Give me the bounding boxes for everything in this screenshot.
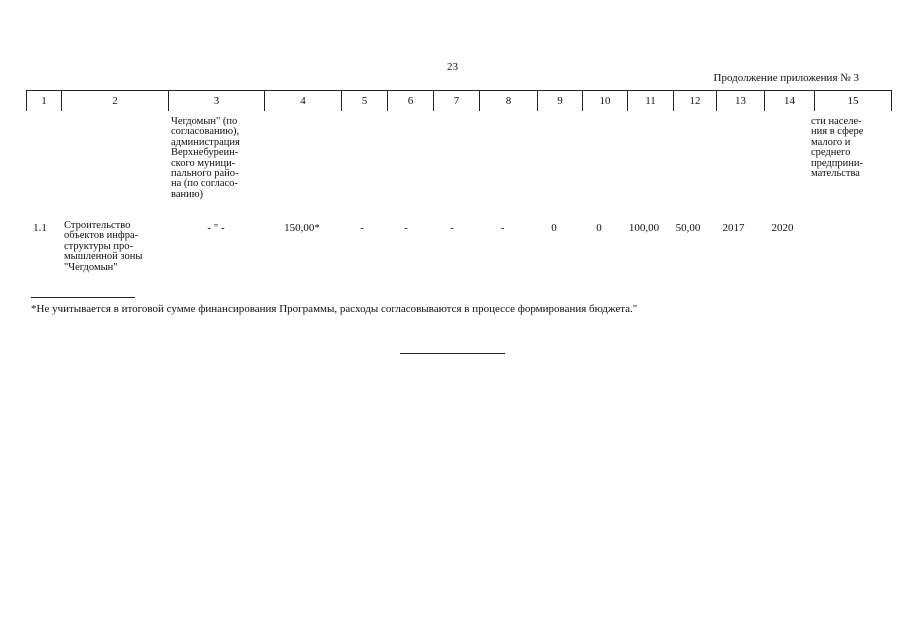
carryover-col15-text: сти населе- ния в сфере малого и среднего предприни- мательства [811,116,864,180]
row-col3-value: - " - [207,222,225,234]
row-name: Строительство объектов инфра- структуры про- мышленной зоны "Чегдомын" [64,220,143,273]
col-header-8: 8 [480,91,538,112]
col-header-15: 15 [815,91,892,112]
row-col13-value: 2017 [722,222,745,234]
carryover-col3-text: Чегдомын" (по согласованию), администрация Верхнебуреин- ского муници- пального райо- на (по согласо- ванию) [171,116,240,200]
col-header-2: 2 [62,91,169,112]
col-header-14: 14 [765,91,815,112]
row-col6-value: - [404,222,408,234]
footnote-text: *Не учитывается в итоговой сумме финансирования Программы, расходы согласовываются в процессе формирования бюджета." [31,303,638,315]
col-header-5: 5 [342,91,388,112]
continuation-label: Продолжение приложения № 3 [713,72,859,84]
row-col7-value: - [450,222,454,234]
col-header-1: 1 [27,91,62,112]
row-col12-value: 50,00 [675,222,701,234]
footnote-separator [31,297,135,298]
row-col14-value: 2020 [771,222,794,234]
row-col10-value: 0 [596,222,602,234]
col-header-10: 10 [583,91,628,112]
row-number: 1.1 [33,222,47,234]
row-col11-value: 100,00 [628,222,660,234]
col-header-11: 11 [628,91,674,112]
end-of-document-line [400,353,505,354]
col-header-4: 4 [265,91,342,112]
page-number: 23 [447,61,458,73]
row-col4-value: 150,00* [284,222,320,234]
col-header-3: 3 [169,91,265,112]
col-header-9: 9 [538,91,583,112]
col-header-13: 13 [717,91,765,112]
row-col9-value: 0 [551,222,557,234]
col-header-7: 7 [434,91,480,112]
col-header-6: 6 [388,91,434,112]
row-col8-value: - [500,222,505,234]
column-header-row [26,90,892,111]
row-col5-value: - [360,222,364,234]
col-header-12: 12 [674,91,717,112]
